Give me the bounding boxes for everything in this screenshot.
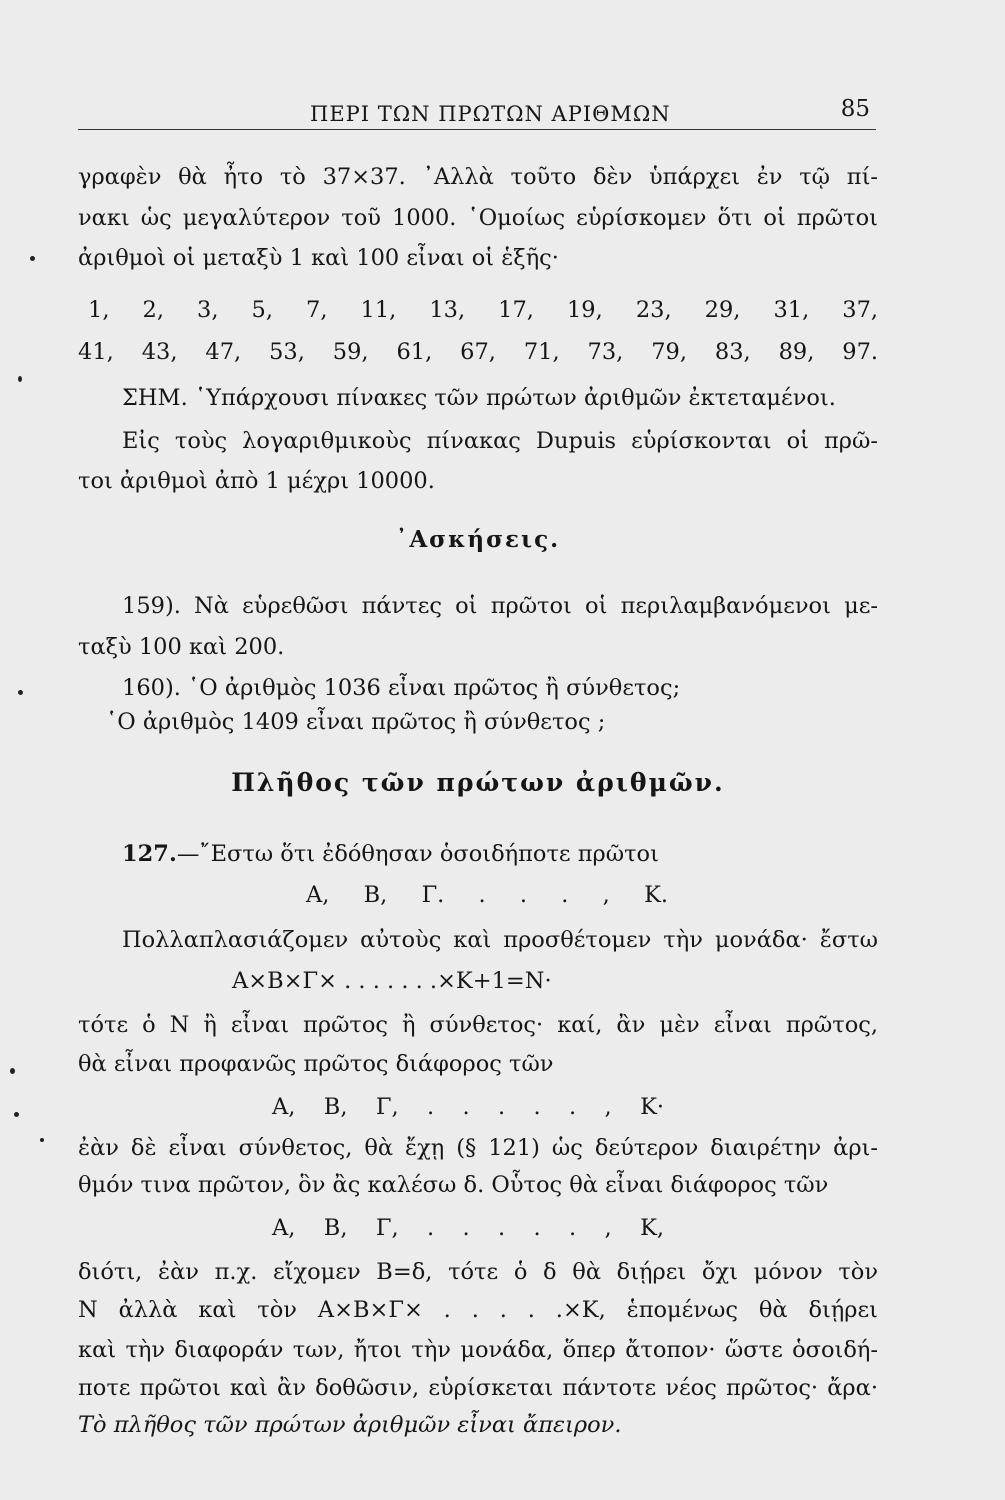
scan-speck bbox=[18, 376, 22, 382]
conclusion: Τὸ πλῆθος τῶν πρώτων ἀριθμῶν εἶναι ἄπειρον. bbox=[78, 1412, 622, 1438]
exercise-line: ταξὺ 100 καὶ 200. bbox=[78, 634, 285, 660]
body-line: ποτε πρῶτοι καὶ ἂν δοθῶσιν, εὑρίσκεται πάντοτε νέος πρῶτος· ἄρα· bbox=[78, 1375, 878, 1401]
body-line: καὶ τὴν διαφοράν των, ἤτοι τὴν μονάδα, ὅπερ ἄτοπον· ὥστε ὁσοιδή- bbox=[78, 1337, 878, 1363]
body-line: διότι, ἐὰν π.χ. εἴχομεν Β=δ, τότε ὁ δ θὰ διῄρει ὄχι μόνον τὸν bbox=[78, 1259, 878, 1285]
body-line: Ν ἀλλὰ καὶ τὸν Α×Β×Γ× . . . . .×Κ, ἑπομένως θὰ διῄρει bbox=[78, 1297, 878, 1323]
prime-number: 19, bbox=[566, 297, 603, 323]
sequence-term: Κ, bbox=[640, 1215, 665, 1241]
prime-number: 79, bbox=[651, 339, 687, 365]
body-line: ἐὰν δὲ εἶναι σύνθετος, θὰ ἔχῃ (§ 121) ὡς δεύτερον διαιρέτην ἀρι- bbox=[78, 1135, 878, 1161]
scan-speck bbox=[30, 256, 35, 261]
sequence-row bbox=[272, 1092, 664, 1122]
sequence-term: Α, bbox=[272, 1094, 296, 1120]
prime-number: 11, bbox=[360, 297, 397, 323]
formula: Α×Β×Γ× . . . . . . .×Κ+1=Ν· bbox=[232, 968, 552, 994]
note-line: ΣΗΜ. ῾Υπάρχουσι πίνακες τῶν πρώτων ἀριθμῶν ἐκτεταμένοι. bbox=[122, 385, 836, 411]
sequence-term: Β, bbox=[363, 882, 388, 908]
page-number: 85 bbox=[840, 96, 870, 122]
exercise-line: ῾Ο ἀριθμὸς 1409 εἶναι πρῶτος ἢ σύνθετος ; bbox=[106, 709, 606, 735]
prime-number: 53, bbox=[269, 339, 305, 365]
prime-number: 43, bbox=[141, 339, 178, 365]
prime-number: 89, bbox=[778, 339, 815, 365]
prime-number: 61, bbox=[396, 339, 433, 365]
note-line: τοι ἀριθμοὶ ἀπὸ 1 μέχρι 10000. bbox=[78, 468, 435, 494]
sequence-term: Κ. bbox=[644, 882, 669, 908]
body-line: θμόν τινα πρῶτον, ὃν ἂς καλέσω δ. Οὗτος θὰ εἶναι διάφορος τῶν bbox=[78, 1172, 829, 1198]
section-heading: Πλῆθος τῶν πρώτων ἀριθμῶν. bbox=[231, 768, 725, 797]
scan-speck bbox=[40, 1138, 44, 1142]
prime-number: 41, bbox=[78, 339, 114, 365]
sequence-row bbox=[272, 1213, 664, 1243]
running-title: ΠΕΡΙ ΤΩΝ ΠΡΩΤΩΝ ΑΡΙΘΜΩΝ bbox=[310, 102, 671, 126]
sequence-term: Α, bbox=[272, 1215, 296, 1241]
note-line: Εἰς τοὺς λογαριθμικοὺς πίνακας Dupuis εὑρίσκονται οἱ πρῶ- bbox=[122, 428, 878, 454]
prime-number: 29, bbox=[704, 297, 741, 323]
prime-number: 31, bbox=[773, 297, 810, 323]
intro-line: γραφὲν θὰ ἦτο τὸ 37×37. ᾿Αλλὰ τοῦτο δὲν ὑπάρχει ἐν τῷ πί- bbox=[78, 164, 878, 190]
prime-number: 59, bbox=[332, 339, 369, 365]
prime-number: 7, bbox=[306, 297, 328, 323]
prime-number: 47, bbox=[205, 339, 242, 365]
intro-line: ἀριθμοὶ οἱ μεταξὺ 1 καὶ 100 εἶναι οἱ ἑξῆς· bbox=[78, 245, 559, 271]
section-first-line bbox=[122, 839, 878, 869]
exercise-line: 159). Νὰ εὑρεθῶσι πάντες οἱ πρῶτοι οἱ περιλαμβανόμενοι με- bbox=[122, 593, 878, 619]
prime-number: 13, bbox=[429, 297, 466, 323]
prime-number: 71, bbox=[523, 339, 560, 365]
section-first-text: —῎Εστω ὅτι ἐδόθησαν ὁσοιδήποτε πρῶτοι bbox=[176, 841, 659, 867]
header-rule bbox=[78, 129, 876, 130]
primes-row bbox=[88, 295, 878, 325]
sequence-term: Β, bbox=[323, 1215, 348, 1241]
scan-speck bbox=[18, 690, 23, 695]
sequence-term: Γ. . . . , bbox=[421, 882, 610, 908]
prime-number: 83, bbox=[714, 339, 751, 365]
sequence-term: Γ, . . . . . , bbox=[375, 1215, 612, 1241]
sequence-term: Α, bbox=[306, 882, 330, 908]
scan-speck bbox=[10, 1068, 15, 1074]
sequence-term: Κ· bbox=[640, 1094, 665, 1120]
section-number: 127. bbox=[122, 841, 177, 867]
body-line: τότε ὁ Ν ἢ εἶναι πρῶτος ἢ σύνθετος· καί, ἂν μὲν εἶναι πρῶτος, bbox=[78, 1012, 878, 1038]
primes-row bbox=[78, 337, 878, 367]
prime-number: 5, bbox=[251, 297, 273, 323]
exercise-line: 160). ῾Ο ἀριθμὸς 1036 εἶναι πρῶτος ἢ σύνθετος; bbox=[122, 675, 681, 701]
sequence-row bbox=[306, 880, 668, 910]
prime-number: 73, bbox=[587, 339, 624, 365]
prime-number: 37, bbox=[842, 297, 879, 323]
scan-speck bbox=[14, 1112, 19, 1117]
prime-number: 67, bbox=[460, 339, 496, 365]
intro-line: νακι ὡς μεγαλύτερον τοῦ 1000. ῾Ομοίως εὑρίσκομεν ὅτι οἱ πρῶτοι bbox=[78, 205, 878, 231]
sequence-term: Β, bbox=[323, 1094, 348, 1120]
body-line: Πολλαπλασιάζομεν αὐτοὺς καὶ προσθέτομεν τὴν μονάδα· ἔστω bbox=[122, 927, 878, 953]
prime-number: 17, bbox=[498, 297, 534, 323]
prime-number: 23, bbox=[635, 297, 672, 323]
sequence-term: Γ, . . . . . , bbox=[375, 1094, 612, 1120]
prime-number: 97. bbox=[842, 339, 879, 365]
prime-number: 3, bbox=[197, 297, 219, 323]
prime-number: 2, bbox=[142, 297, 164, 323]
page-header bbox=[78, 96, 876, 134]
body-line: θὰ εἶναι προφανῶς πρῶτος διάφορος τῶν bbox=[78, 1051, 554, 1077]
exercises-heading: ᾿Ασκήσεις. bbox=[395, 526, 561, 553]
prime-number: 1, bbox=[88, 297, 110, 323]
